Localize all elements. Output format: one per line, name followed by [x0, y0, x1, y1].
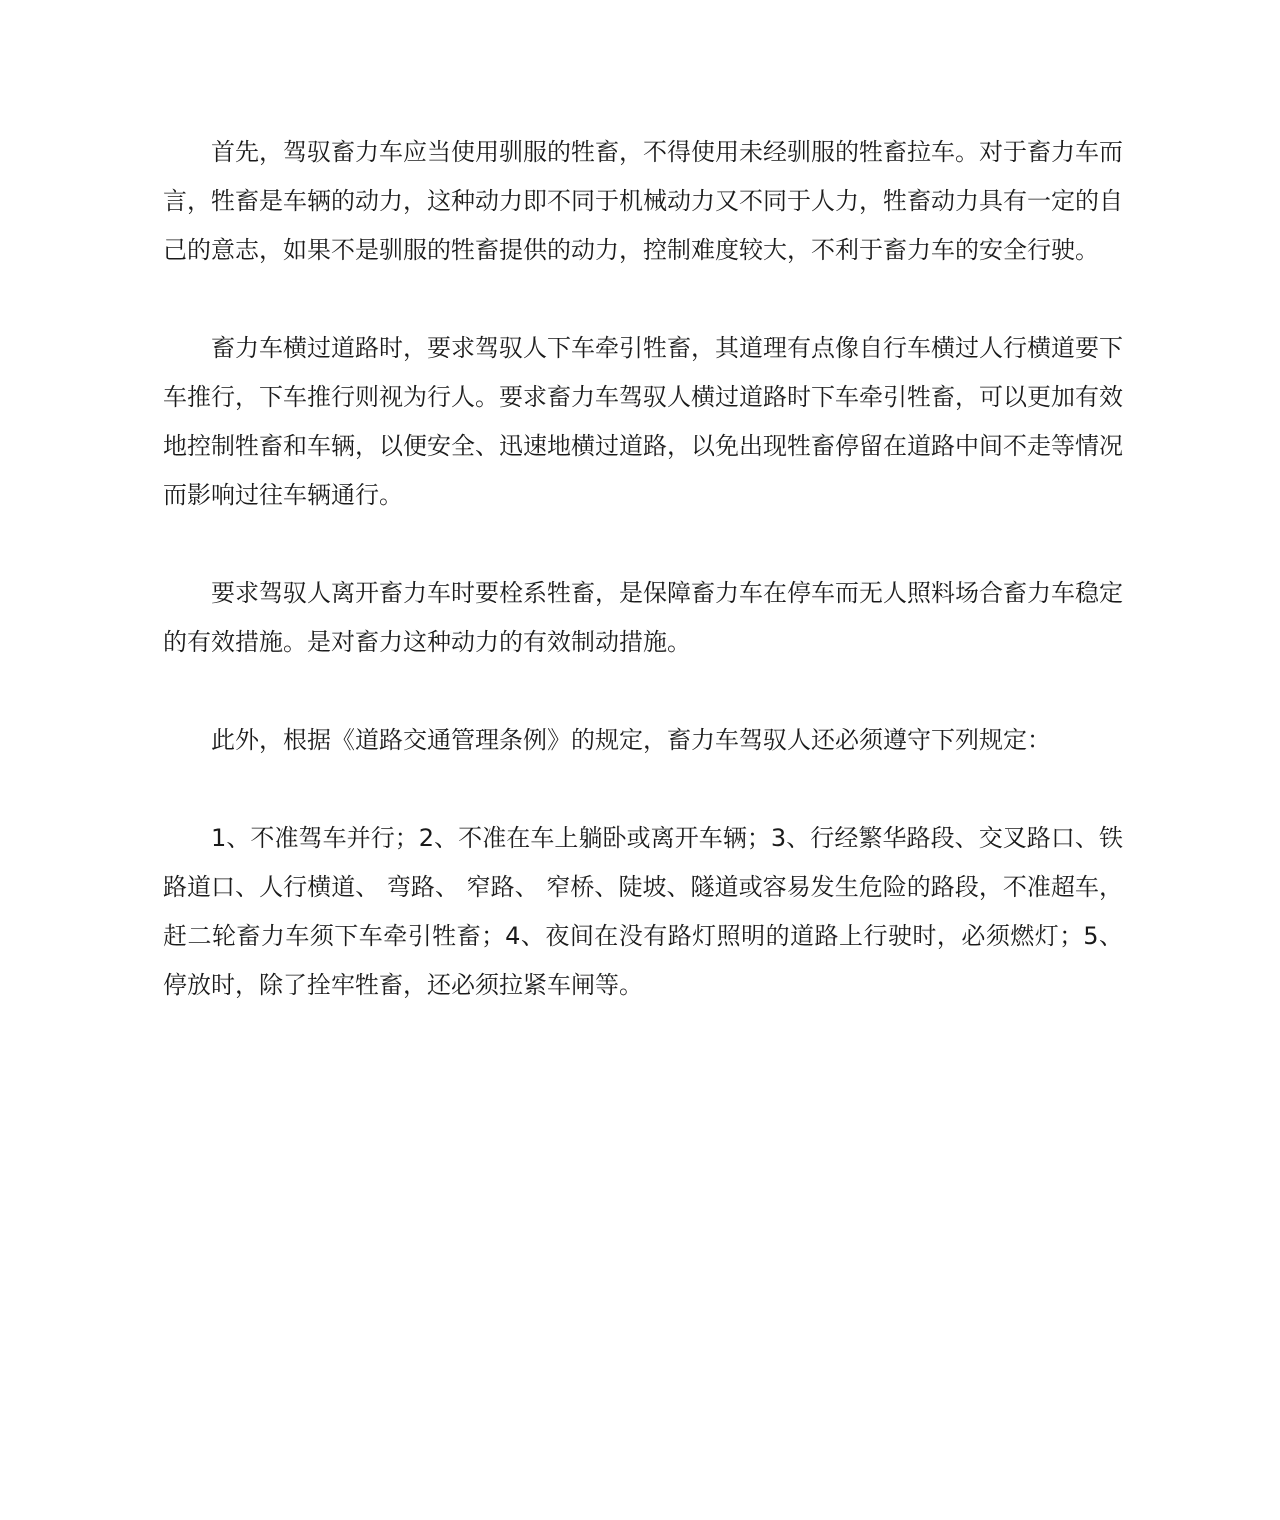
document-body: [163, 128, 1123, 1010]
paragraph-1: 首先，驾驭畜力车应当使用驯服的牲畜，不得使用未经驯服的牲畜拉车。对于畜力车而言，牲畜是车辆的动力，这种动力即不同于机械动力又不同于人力，牲畜动力具有一定的自己的意志，如果不是驯服的牲畜提供的动力，控制难度较大，不利于畜力车的安全行驶。: [163, 138, 1123, 264]
paragraph-2: 畜力车横过道路时，要求驾驭人下车牵引牲畜，其道理有点像自行车横过人行横道要下车推行，下车推行则视为行人。要求畜力车驾驭人横过道路时下车牵引牲畜，可以更加有效地控制牲畜和车辆，以便安全、迅速地横过道路，以免出现牲畜停留在道路中间不走等情况而影响过往车辆通行。: [163, 334, 1123, 509]
paragraph-4: 此外，根据《道路交通管理条例》的规定，畜力车驾驭人还必须遵守下列规定：: [211, 726, 1051, 754]
paragraph-5: 1、不准驾车并行；2、不准在车上躺卧或离开车辆；3、行经繁华路段、交叉路口、铁路道口、人行横道、 弯路、 窄路、 窄桥、陡坡、隧道或容易发生危险的路段，不准超车，赶二轮畜力车须下车牵引牲畜；4、夜间在没有路灯照明的道路上行驶时，必须燃灯；5、停放时，除了拴牢牲畜，还必须拉紧车闸等。: [163, 824, 1123, 999]
paragraph-3: 要求驾驭人离开畜力车时要栓系牲畜，是保障畜力车在停车而无人照料场合畜力车稳定的有效措施。是对畜力这种动力的有效制动措施。: [163, 579, 1123, 656]
